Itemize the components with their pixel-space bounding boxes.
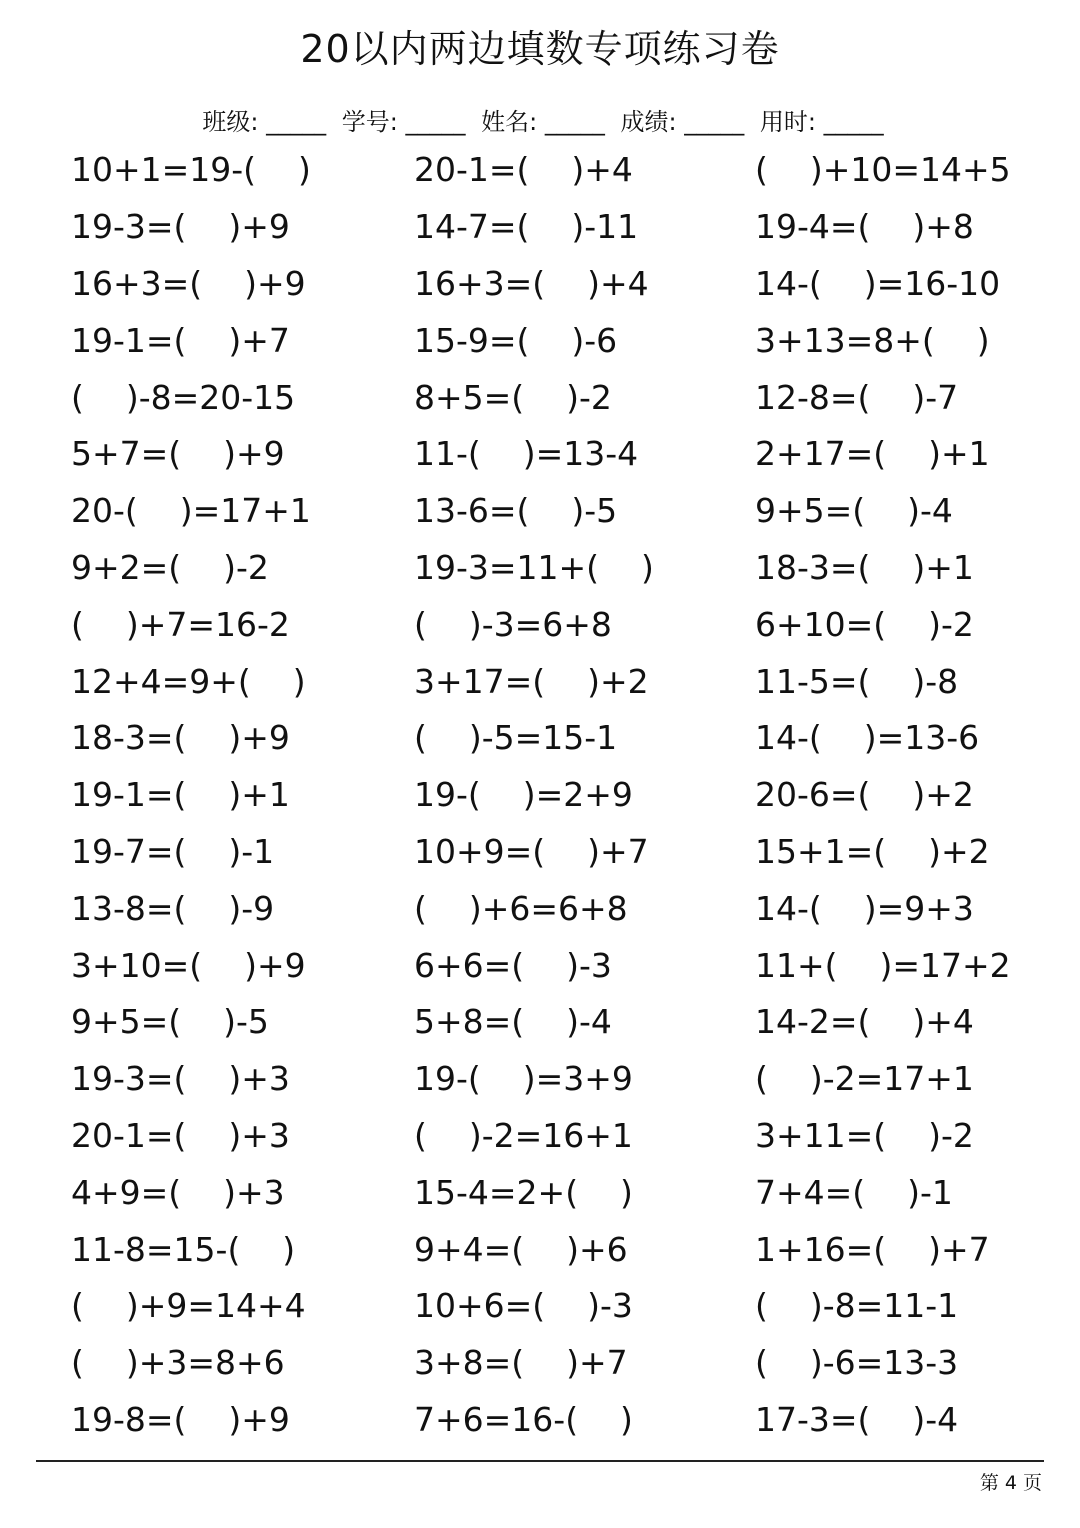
equation-problem: 3+11=( )-2 [755, 1115, 974, 1155]
equation-problem: 6+10=( )-2 [755, 604, 974, 644]
equation-problem: ( )-2=16+1 [414, 1115, 633, 1155]
equation-problem: 9+4=( )+6 [414, 1229, 628, 1269]
equation-problem: 8+5=( )-2 [414, 377, 612, 417]
equation-problem: 20-1=( )+4 [414, 150, 633, 190]
equation-problem: 3+10=( )+9 [71, 945, 306, 985]
equation-problem: 3+17=( )+2 [414, 661, 649, 701]
problem-row [71, 1108, 1061, 1165]
equation-problem: 3+13=8+( ) [755, 320, 990, 360]
equation-problem: 5+7=( )+9 [71, 434, 285, 474]
problem-row [71, 312, 1061, 369]
equation-problem: ( )-3=6+8 [414, 604, 612, 644]
student-number-field: 学号: _____ [341, 108, 466, 136]
problem-row [71, 710, 1061, 767]
equation-problem: 18-3=( )+9 [71, 718, 290, 758]
problem-row [71, 937, 1061, 994]
problem-row [71, 824, 1061, 881]
equation-problem: ( )+7=16-2 [71, 604, 290, 644]
problem-row [71, 142, 1061, 199]
equation-problem: 11+( )=17+2 [755, 945, 1011, 985]
equation-problem: 2+17=( )+1 [755, 434, 990, 474]
equation-problem: 12-8=( )-7 [755, 377, 959, 417]
equation-problem: 10+1=19-( ) [71, 150, 311, 190]
equation-problem: 20-6=( )+2 [755, 775, 974, 815]
problem-row [71, 994, 1061, 1051]
footer-divider [36, 1460, 1044, 1462]
equation-problem: 13-8=( )-9 [71, 888, 275, 928]
equation-problem: 1+16=( )+7 [755, 1229, 990, 1269]
equation-problem: 16+3=( )+4 [414, 263, 649, 303]
equation-problem: 19-( )=2+9 [414, 775, 633, 815]
equation-problem: 19-1=( )+7 [71, 320, 290, 360]
equation-problem: ( )+9=14+4 [71, 1286, 306, 1326]
equation-problem: 19-3=( )+3 [71, 1059, 290, 1099]
problem-row [71, 540, 1061, 597]
problem-row [71, 1051, 1061, 1108]
equation-problem: 15+1=( )+2 [755, 831, 990, 871]
problem-row [71, 1164, 1061, 1221]
equation-problem: 5+8=( )-4 [414, 1002, 612, 1042]
equation-problem: 19-4=( )+8 [755, 207, 974, 247]
equation-problem: 20-1=( )+3 [71, 1115, 290, 1155]
equation-problem: ( )-2=17+1 [755, 1059, 974, 1099]
equation-problem: 14-( )=16-10 [755, 263, 1001, 303]
equation-problem: 15-4=2+( ) [414, 1172, 633, 1212]
problem-row [71, 369, 1061, 426]
equation-problem: 7+6=16-( ) [414, 1399, 633, 1439]
problem-grid [71, 142, 1061, 1448]
equation-problem: 3+8=( )+7 [414, 1343, 628, 1383]
equation-problem: 11-( )=13-4 [414, 434, 639, 474]
problem-row [71, 1335, 1061, 1392]
equation-problem: 7+4=( )-1 [755, 1172, 953, 1212]
equation-problem: 4+9=( )+3 [71, 1172, 285, 1212]
equation-problem: 11-8=15-( ) [71, 1229, 296, 1269]
equation-problem: 14-( )=13-6 [755, 718, 980, 758]
problem-row [71, 256, 1061, 313]
equation-problem: 19-7=( )-1 [71, 831, 275, 871]
equation-problem: 14-7=( )-11 [414, 207, 639, 247]
equation-problem: 12+4=9+( ) [71, 661, 306, 701]
time-used-field: 用时: _____ [759, 108, 884, 136]
equation-problem: 19-8=( )+9 [71, 1399, 290, 1439]
problem-row [71, 1392, 1061, 1449]
page-number: 第 4 页 [979, 1472, 1042, 1494]
problem-row [71, 483, 1061, 540]
equation-problem: 10+9=( )+7 [414, 831, 649, 871]
equation-problem: 18-3=( )+1 [755, 547, 974, 587]
equation-problem: 9+2=( )-2 [71, 547, 269, 587]
equation-problem: 19-1=( )+1 [71, 775, 290, 815]
name-field: 姓名: _____ [481, 108, 605, 136]
equation-problem: 10+6=( )-3 [414, 1286, 633, 1326]
student-info-line [0, 105, 1080, 139]
equation-problem: 16+3=( )+9 [71, 263, 306, 303]
equation-problem: 13-6=( )-5 [414, 491, 618, 531]
problem-row [71, 1278, 1061, 1335]
worksheet-title: 20以内两边填数专项练习卷 [300, 27, 780, 71]
equation-problem: ( )+3=8+6 [71, 1343, 285, 1383]
equation-problem: 19-( )=3+9 [414, 1059, 633, 1099]
problem-row [71, 653, 1061, 710]
equation-problem: ( )+6=6+8 [414, 888, 628, 928]
equation-problem: 9+5=( )-5 [71, 1002, 269, 1042]
equation-problem: 20-( )=17+1 [71, 491, 311, 531]
equation-problem: 14-2=( )+4 [755, 1002, 974, 1042]
class-field: 班级: _____ [202, 108, 327, 136]
problem-row [71, 199, 1061, 256]
equation-problem: 11-5=( )-8 [755, 661, 959, 701]
equation-problem: 14-( )=9+3 [755, 888, 974, 928]
problem-row [71, 1221, 1061, 1278]
equation-problem: 6+6=( )-3 [414, 945, 612, 985]
equation-problem: ( )-8=11-1 [755, 1286, 959, 1326]
equation-problem: 15-9=( )-6 [414, 320, 618, 360]
equation-problem: 19-3=( )+9 [71, 207, 290, 247]
problem-row [71, 880, 1061, 937]
equation-problem: 17-3=( )-4 [755, 1399, 959, 1439]
score-field: 成绩: _____ [620, 108, 745, 136]
problem-row [71, 596, 1061, 653]
equation-problem: ( )+10=14+5 [755, 150, 1011, 190]
equation-problem: 9+5=( )-4 [755, 491, 953, 531]
problem-row [71, 426, 1061, 483]
problem-row [71, 767, 1061, 824]
equation-problem: ( )-6=13-3 [755, 1343, 959, 1383]
equation-problem: 19-3=11+( ) [414, 547, 654, 587]
equation-problem: ( )-5=15-1 [414, 718, 618, 758]
equation-problem: ( )-8=20-15 [71, 377, 296, 417]
